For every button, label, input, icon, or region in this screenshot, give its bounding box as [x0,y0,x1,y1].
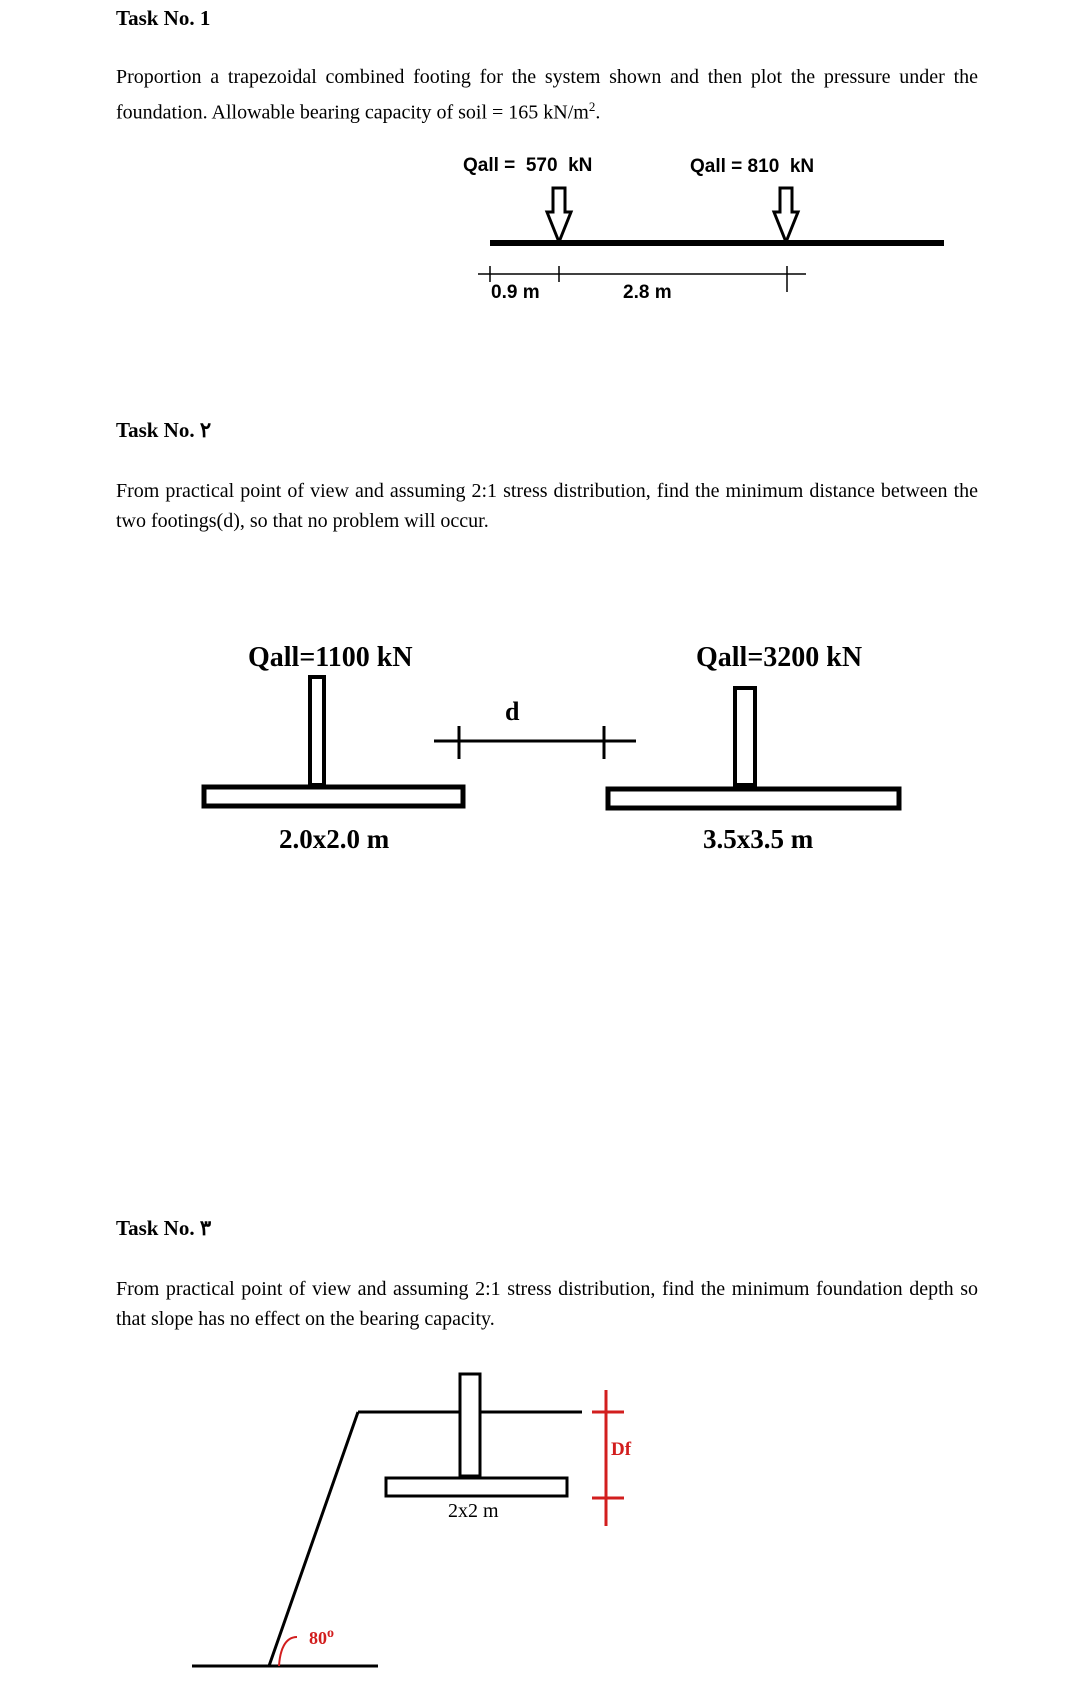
task3-footing [386,1374,567,1496]
task3-angle-label [309,1626,334,1649]
task1-load1-arrow-icon [547,188,571,242]
task1-statement-superscript: 2 [588,99,596,114]
task2-heading: Task No. ٢ [116,418,212,442]
task3-heading: Task No. ٣ [116,1216,212,1240]
task2-footing2 [608,688,899,808]
task2-footing2-size: 3.5x3.5 m [703,824,814,854]
task3-angle-value: 80 [309,1628,327,1648]
task1-statement-end: . [595,101,601,124]
task2-distance-dimension [434,726,636,759]
task1-dim1-label: 0.9 m [491,282,540,303]
task1-dimension-line [478,266,806,292]
task1-load2-arrow-icon [774,188,798,242]
task3-angle-arc-icon [279,1637,297,1666]
task2-distance-label: d [505,697,520,726]
task3-statement: From practical point of view and assuming 2:1 stress distribution, find the minimum foundation depth so that slope has no effect on the bearing capacity. [116,1278,978,1330]
task2-figure [204,677,899,808]
task1-statement-text: Proportion a trapezoidal combined footing for the system shown and then plot the pressure under the foundation. Allowable bearing capacity of soil = 165 kN/m [116,66,978,124]
task1-figure [478,188,944,292]
task1-load1-label: Qall = 570 kN [463,155,593,176]
task3-figure [192,1374,624,1666]
task1-dim2-label: 2.8 m [623,282,672,303]
task3-angle-degree: o [327,1626,334,1641]
task3-ground-profile [192,1412,582,1666]
task3-depth-label: Df [611,1439,632,1460]
task1-load2-label: Qall = 810 kN [690,156,815,177]
task3-footing-size: 2x2 m [448,1500,499,1522]
task1-heading: Task No. 1 [116,6,211,30]
task2-statement: From practical point of view and assuming 2:1 stress distribution, find the minimum distance between the two footings(d), so that no problem will occur. [116,480,978,532]
task2-load2-label: Qall=3200 kN [696,642,863,673]
task2-load1-label: Qall=1100 kN [248,642,413,673]
task2-footing1 [204,677,463,806]
task2-footing1-size: 2.0x2.0 m [279,824,390,854]
